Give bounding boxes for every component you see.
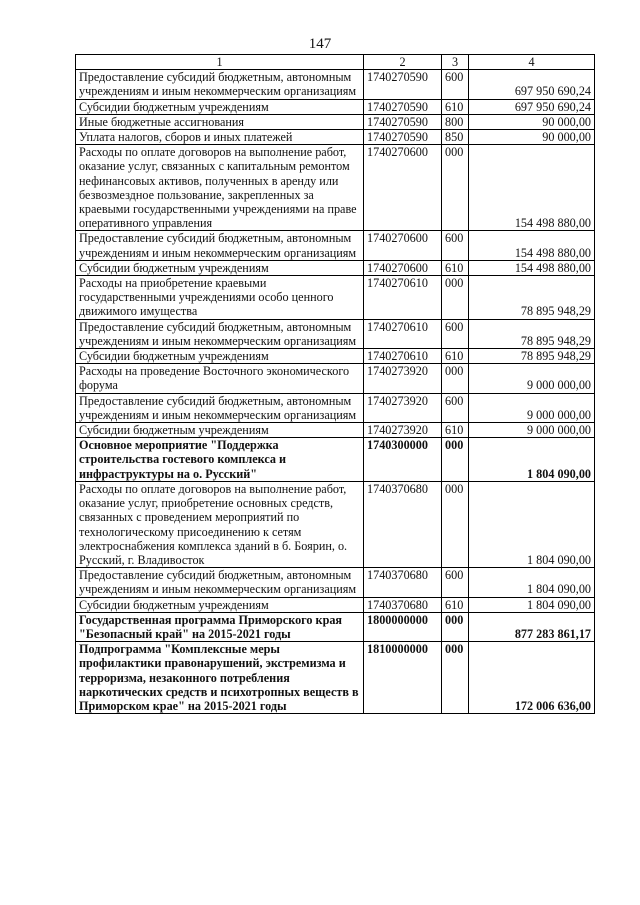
row-amount-cell: 877 283 861,17 <box>469 612 595 641</box>
row-code-cell: 1740370680 <box>364 481 442 567</box>
table-row <box>76 145 595 231</box>
row-type-cell: 610 <box>442 423 469 438</box>
row-amount-cell: 1 804 090,00 <box>469 481 595 567</box>
table-row <box>76 114 595 129</box>
header-col-4: 4 <box>469 55 595 70</box>
row-name-cell: Предоставление субсидий бюджетным, автономным учреждениям и иным некоммерческим организациям <box>76 231 364 260</box>
row-type-cell: 800 <box>442 114 469 129</box>
table-row <box>76 612 595 641</box>
row-code-cell: 1740270600 <box>364 231 442 260</box>
budget-table <box>75 54 595 714</box>
row-amount-cell: 172 006 636,00 <box>469 642 595 714</box>
row-amount-cell: 78 895 948,29 <box>469 276 595 320</box>
row-type-cell: 000 <box>442 145 469 231</box>
row-code-cell: 1740270590 <box>364 99 442 114</box>
row-code-cell: 1810000000 <box>364 642 442 714</box>
row-name-cell: Субсидии бюджетным учреждениям <box>76 260 364 275</box>
table-row <box>76 393 595 422</box>
row-amount-cell: 154 498 880,00 <box>469 260 595 275</box>
table-row <box>76 423 595 438</box>
row-type-cell: 610 <box>442 597 469 612</box>
row-amount-cell: 90 000,00 <box>469 114 595 129</box>
row-code-cell: 1740270590 <box>364 114 442 129</box>
header-col-2: 2 <box>364 55 442 70</box>
row-code-cell: 1740270610 <box>364 276 442 320</box>
row-amount-cell: 154 498 880,00 <box>469 145 595 231</box>
row-code-cell: 1800000000 <box>364 612 442 641</box>
row-type-cell: 600 <box>442 568 469 597</box>
row-code-cell: 1740300000 <box>364 438 442 482</box>
row-type-cell: 000 <box>442 276 469 320</box>
table-row <box>76 568 595 597</box>
row-name-cell: Предоставление субсидий бюджетным, автономным учреждениям и иным некоммерческим организациям <box>76 393 364 422</box>
row-name-cell: Предоставление субсидий бюджетным, автономным учреждениям и иным некоммерческим организациям <box>76 568 364 597</box>
row-name-cell: Субсидии бюджетным учреждениям <box>76 99 364 114</box>
row-code-cell: 1740270610 <box>364 319 442 348</box>
row-amount-cell: 9 000 000,00 <box>469 393 595 422</box>
row-type-cell: 000 <box>442 438 469 482</box>
row-amount-cell: 1 804 090,00 <box>469 568 595 597</box>
row-amount-cell: 697 950 690,24 <box>469 70 595 99</box>
row-name-cell: Иные бюджетные ассигнования <box>76 114 364 129</box>
row-code-cell: 1740270600 <box>364 260 442 275</box>
table-row <box>76 276 595 320</box>
table-row <box>76 319 595 348</box>
budget-table-body <box>76 55 595 714</box>
table-row <box>76 597 595 612</box>
table-row <box>76 231 595 260</box>
row-name-cell: Расходы по оплате договоров на выполнение работ, оказание услуг, приобретение основных средств, связанных с проведением мероприятий по технологическому присоединению к сетям электроснабжения комплекса зданий в б. Боярин, о. Русский, г. Владивосток <box>76 481 364 567</box>
row-code-cell: 1740273920 <box>364 423 442 438</box>
table-header-row <box>76 55 595 70</box>
row-amount-cell: 697 950 690,24 <box>469 99 595 114</box>
row-name-cell: Субсидии бюджетным учреждениям <box>76 597 364 612</box>
row-type-cell: 610 <box>442 349 469 364</box>
row-type-cell: 000 <box>442 642 469 714</box>
row-name-cell: Подпрограмма "Комплексные меры профилактики правонарушений, экстремизма и терроризма, незаконного потребления наркотических средств и психотропных веществ в Приморском крае" на 2015-2021 годы <box>76 642 364 714</box>
row-code-cell: 1740270590 <box>364 70 442 99</box>
row-name-cell: Государственная программа Приморского края "Безопасный край" на 2015-2021 годы <box>76 612 364 641</box>
table-row <box>76 99 595 114</box>
row-type-cell: 600 <box>442 70 469 99</box>
row-name-cell: Расходы по оплате договоров на выполнение работ, оказание услуг, связанных с капитальным ремонтом нефинансовых активов, полученных в аренду или безвозмездное пользование, закрепленных за краевыми государственными учреждениями на праве оперативного управления <box>76 145 364 231</box>
header-col-3: 3 <box>442 55 469 70</box>
row-type-cell: 600 <box>442 319 469 348</box>
table-row <box>76 481 595 567</box>
row-amount-cell: 154 498 880,00 <box>469 231 595 260</box>
row-amount-cell: 90 000,00 <box>469 130 595 145</box>
row-amount-cell: 1 804 090,00 <box>469 438 595 482</box>
row-name-cell: Субсидии бюджетным учреждениям <box>76 349 364 364</box>
table-row <box>76 364 595 393</box>
row-code-cell: 1740270590 <box>364 130 442 145</box>
row-amount-cell: 1 804 090,00 <box>469 597 595 612</box>
row-code-cell: 1740270600 <box>364 145 442 231</box>
page-number: 147 <box>308 36 332 52</box>
row-type-cell: 600 <box>442 231 469 260</box>
row-code-cell: 1740370680 <box>364 568 442 597</box>
row-type-cell: 000 <box>442 364 469 393</box>
row-amount-cell: 9 000 000,00 <box>469 423 595 438</box>
row-type-cell: 000 <box>442 481 469 567</box>
row-type-cell: 600 <box>442 393 469 422</box>
table-row <box>76 349 595 364</box>
table-row <box>76 260 595 275</box>
row-name-cell: Предоставление субсидий бюджетным, автономным учреждениям и иным некоммерческим организациям <box>76 319 364 348</box>
row-amount-cell: 9 000 000,00 <box>469 364 595 393</box>
table-row <box>76 130 595 145</box>
row-type-cell: 610 <box>442 260 469 275</box>
row-name-cell: Основное мероприятие "Поддержка строительства гостевого комплекса и инфраструктуры на о. Русский" <box>76 438 364 482</box>
row-amount-cell: 78 895 948,29 <box>469 319 595 348</box>
row-amount-cell: 78 895 948,29 <box>469 349 595 364</box>
table-row <box>76 70 595 99</box>
row-code-cell: 1740370680 <box>364 597 442 612</box>
table-row <box>76 642 595 714</box>
row-name-cell: Расходы на приобретение краевыми государственными учреждениями особо ценного движимого имущества <box>76 276 364 320</box>
row-code-cell: 1740270610 <box>364 349 442 364</box>
row-name-cell: Расходы на проведение Восточного экономического форума <box>76 364 364 393</box>
row-name-cell: Уплата налогов, сборов и иных платежей <box>76 130 364 145</box>
row-name-cell: Субсидии бюджетным учреждениям <box>76 423 364 438</box>
row-type-cell: 610 <box>442 99 469 114</box>
header-col-1: 1 <box>76 55 364 70</box>
row-type-cell: 850 <box>442 130 469 145</box>
table-row <box>76 438 595 482</box>
row-name-cell: Предоставление субсидий бюджетным, автономным учреждениям и иным некоммерческим организациям <box>76 70 364 99</box>
row-type-cell: 000 <box>442 612 469 641</box>
row-code-cell: 1740273920 <box>364 393 442 422</box>
row-code-cell: 1740273920 <box>364 364 442 393</box>
